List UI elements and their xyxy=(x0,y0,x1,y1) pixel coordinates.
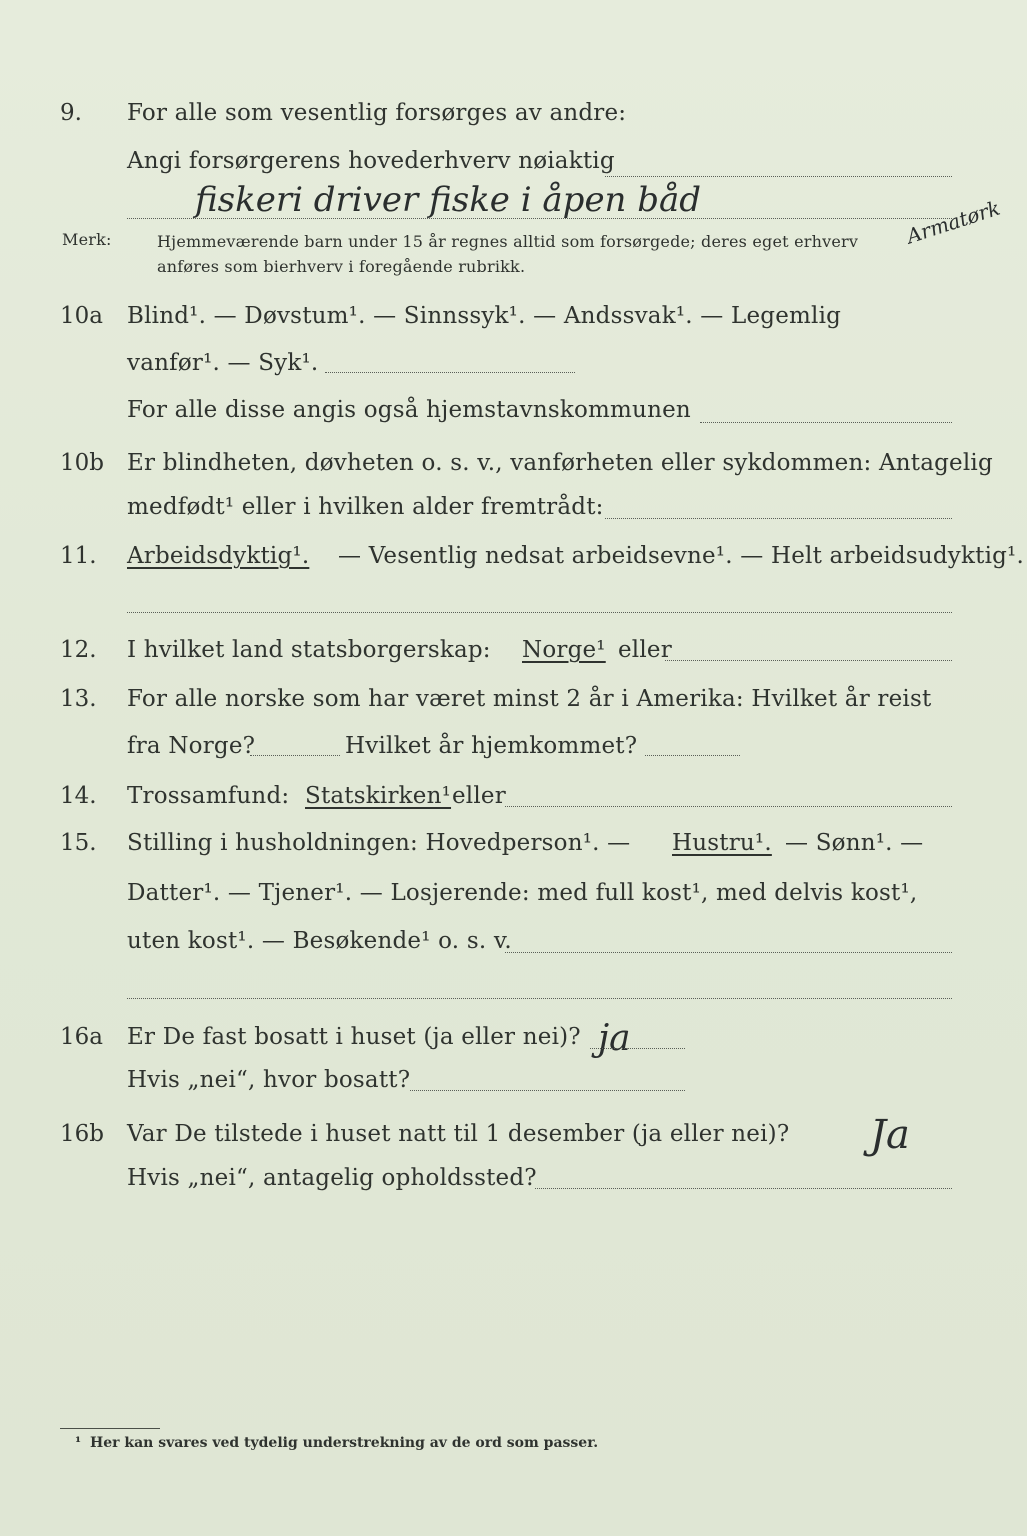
merk-note-line1: Hjemmeværende barn under 15 år regnes alltid som forsørgede; deres eget erhverv xyxy=(157,232,859,251)
q13-number: 13. xyxy=(60,686,97,712)
q13-returned-label: Hvilket år hjemkommet? xyxy=(345,733,638,759)
q10a-home-municipality-label: For alle disse angis også hjemstavnskommunen xyxy=(127,397,691,423)
footnote-text: Her kan svares ved tydelig understrekning av de ord som passer. xyxy=(90,1435,599,1451)
q10a-options-line1: Blind¹. — Døvstum¹. — Sinnssyk¹. — Andssvak¹. — Legemlig xyxy=(127,303,842,329)
q12-question: I hvilket land statsborgerskap: xyxy=(127,637,491,663)
q10a-options-line2: vanfør¹. — Syk¹. xyxy=(127,350,319,376)
q15-number: 15. xyxy=(60,830,97,856)
q10a-sick-field-line xyxy=(325,372,575,373)
q13-left-norway-label: fra Norge? xyxy=(127,733,256,759)
q9-handwritten-answer: fiskeri driver fiske i åpen båd xyxy=(195,180,702,220)
q16a-where-field-line xyxy=(410,1090,685,1091)
q15-question-line2: Datter¹. — Tjener¹. — Losjerende: med full kost¹, med delvis kost¹, xyxy=(127,880,918,906)
q9-number: 9. xyxy=(60,100,82,126)
q12-option-norway: Norge¹ xyxy=(522,637,606,663)
q9-provider-field-line xyxy=(605,176,952,177)
q10b-question-line1: Er blindheten, døvheten o. s. v., vanførheten eller sykdommen: Antagelig xyxy=(127,450,993,476)
q11-number: 11. xyxy=(60,543,97,569)
q9-handwritten-extra: Armatørk xyxy=(903,195,1003,249)
q10b-field-line xyxy=(605,518,952,519)
q9-provider-label: Angi forsørgerens hovederhverv nøiaktig xyxy=(127,148,615,174)
q14-number: 14. xyxy=(60,783,97,809)
q16b-stay-label: Hvis „nei“, antagelig opholdssted? xyxy=(127,1165,537,1191)
footnote-mark: ¹ xyxy=(75,1435,82,1451)
q11-option-able: Arbeidsdyktig¹. xyxy=(127,543,310,569)
q14-or: eller xyxy=(452,783,506,809)
footnote-divider xyxy=(60,1428,160,1429)
q15-question-line1a: Stilling i husholdningen: Hovedperson¹. — xyxy=(127,830,631,856)
q10b-number: 10b xyxy=(60,450,104,476)
q16b-number: 16b xyxy=(60,1121,104,1147)
q12-or: eller xyxy=(618,637,672,663)
q16a-where-label: Hvis „nei“, hvor bosatt? xyxy=(127,1067,411,1093)
merk-label: Merk: xyxy=(62,230,112,249)
q16a-question: Er De fast bosatt i huset (ja eller nei)? xyxy=(127,1024,581,1050)
q11-field-line xyxy=(127,612,952,613)
q11-other-options: — Vesentlig nedsat arbeidsevne¹. — Helt arbeidsudyktig¹. xyxy=(338,543,1024,569)
q15-question-line1c: — Sønn¹. — xyxy=(785,830,924,856)
q16a-number: 16a xyxy=(60,1024,103,1050)
q13-returned-year-line xyxy=(645,755,740,756)
q16a-answer-line xyxy=(590,1048,685,1049)
q10a-number: 10a xyxy=(60,303,103,329)
q16b-stay-field-line xyxy=(535,1188,952,1189)
q9-question: For alle som vesentlig forsørges av andre: xyxy=(127,100,627,126)
q16b-question: Var De tilstede i huset natt til 1 desember (ja eller nei)? xyxy=(127,1121,790,1147)
q15-option-wife: Hustru¹. xyxy=(672,830,772,856)
q13-question-line1: For alle norske som har været minst 2 år i Amerika: Hvilket år reist xyxy=(127,686,932,712)
q15-extra-line xyxy=(127,998,952,999)
q15-field-line xyxy=(505,952,952,953)
q15-question-line3: uten kost¹. — Besøkende¹ o. s. v. xyxy=(127,928,512,954)
q10b-question-line2: medfødt¹ eller i hvilken alder fremtrådt: xyxy=(127,494,604,520)
q14-question: Trossamfund: xyxy=(127,783,290,809)
q13-left-year-line xyxy=(250,755,340,756)
merk-note-line2: anføres som bierhverv i foregående rubrikk. xyxy=(157,257,526,276)
q10a-municipality-field-line xyxy=(700,422,952,423)
q14-field-line xyxy=(505,806,952,807)
q12-field-line xyxy=(665,660,952,661)
q12-number: 12. xyxy=(60,637,97,663)
q16b-handwritten-answer: Ja xyxy=(870,1112,910,1158)
q16a-handwritten-answer: ja xyxy=(598,1018,631,1059)
q14-option-state-church: Statskirken¹ xyxy=(305,783,452,809)
